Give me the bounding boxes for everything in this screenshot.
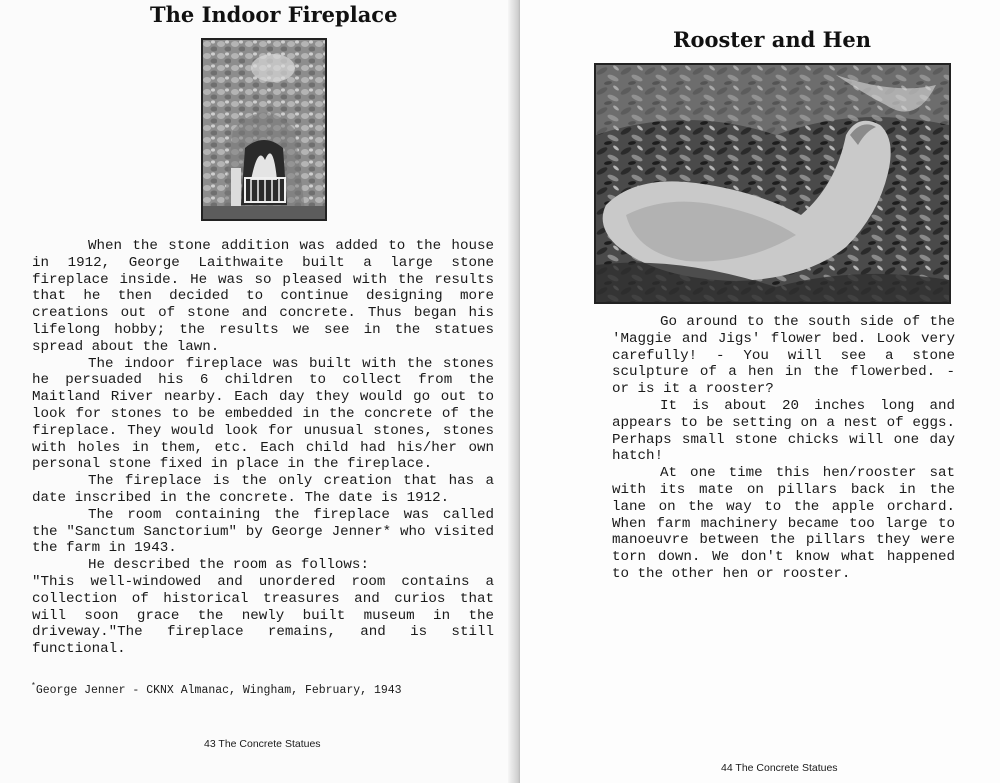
- article-body: [32, 238, 494, 658]
- paragraph: When the stone addition was added to the house in 1912, George Laithwaite built a large stone fireplace inside. He was so pleased with the results that he then decided to continue designing more creations out of stone and concrete. Thus began his lifelong hobby; the results we see in the statues spread about the lawn.: [32, 238, 494, 355]
- paragraph: The room containing the fireplace was called the "Sanctum Sanctorium" by George Jenner* who visited the farm in 1943.: [32, 506, 494, 557]
- right-page: [520, 0, 1000, 783]
- footnote-mark: *: [31, 682, 36, 691]
- paragraph: It is about 20 inches long and appears to be setting on a nest of eggs. Perhaps small stone chicks will one day hatch!: [612, 397, 955, 465]
- paragraph: Go around to the south side of the 'Maggie and Jigs' flower bed. Look very carefully! - You will see a stone sculpture of a hen in the flowerbed. - or is it a rooster?: [612, 314, 955, 398]
- page-title: The Indoor Fireplace: [150, 2, 398, 27]
- page-footer: 44 The Concrete Statues: [721, 762, 838, 774]
- paragraph: At one time this hen/rooster sat with its mate on pillars back in the lane on the way to the apple orchard. When farm machinery became too large to manoeuvre between the pillars they were torn down. We don't know what happened to the other hen or rooster.: [612, 465, 955, 582]
- paragraph: "This well-windowed and unordered room contains a collection of historical treasures and curios that will soon grace the newly built museum in the driveway."The fireplace remains, and is still functional.: [32, 573, 494, 658]
- page-footer: 43 The Concrete Statues: [204, 738, 321, 750]
- page-title: Rooster and Hen: [673, 27, 872, 52]
- paragraph: He described the room as follows:: [88, 557, 369, 574]
- hen-sculpture-photo: [594, 63, 951, 304]
- footnote-text: George Jenner - CKNX Almanac, Wingham, February, 1943: [35, 683, 402, 697]
- paragraph: The fireplace is the only creation that has a date inscribed in the concrete. The date is 1912.: [32, 473, 494, 506]
- fireplace-photo: [201, 38, 327, 221]
- paragraph: The indoor fireplace was built with the stones he persuaded his 6 children to collect from the Maitland River nearby. Each day they would go out to look for stones to be embedded in the concrete of the fireplace. They would look for unusual stones, stones with holes in them, etc. Each child had his/her own personal stone fixed in place in the fireplace.: [32, 355, 494, 473]
- article-body: [612, 314, 955, 583]
- footnote: [31, 682, 402, 697]
